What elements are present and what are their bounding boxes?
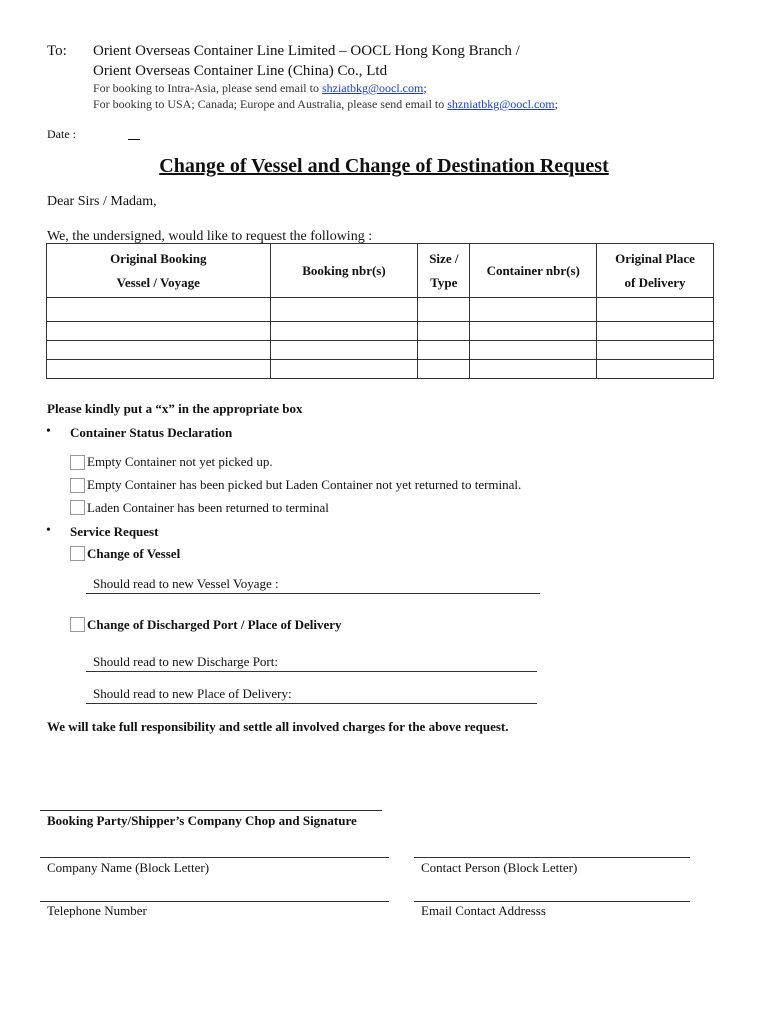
- change-port-checkbox[interactable]: [70, 617, 85, 632]
- table-cell[interactable]: [47, 322, 271, 341]
- date-label: Date :: [47, 127, 76, 141]
- col-original-booking-line1: Original Booking: [110, 250, 207, 266]
- bullet-icon: •: [46, 523, 51, 538]
- salutation: Dear Sirs / Madam,: [47, 194, 157, 209]
- change-vessel-label: Change of Vessel: [87, 546, 181, 561]
- col-original-place-line1: Original Place: [615, 250, 695, 266]
- instructions: Please kindly put a “x” in the appropriate box: [47, 401, 303, 416]
- table-cell[interactable]: [270, 341, 418, 360]
- table-cell[interactable]: [470, 341, 597, 360]
- table-cell[interactable]: [470, 322, 597, 341]
- col-size-type-line2: Type: [430, 274, 458, 290]
- email-line[interactable]: [414, 901, 690, 902]
- empty-not-picked-checkbox[interactable]: [70, 455, 85, 470]
- table-cell[interactable]: [47, 298, 271, 322]
- change-vessel-checkbox[interactable]: [70, 546, 85, 561]
- empty-picked-laden-not-returned-checkbox[interactable]: [70, 478, 85, 493]
- table-cell[interactable]: [418, 360, 470, 379]
- col-booking-nbr: [270, 244, 418, 298]
- usa-europe-email-link[interactable]: shzniatbkg@oocl.com: [447, 97, 555, 111]
- request-table: [46, 243, 714, 379]
- date-field[interactable]: [128, 128, 140, 140]
- table-cell[interactable]: [418, 322, 470, 341]
- table-cell[interactable]: [597, 298, 714, 322]
- col-original-booking: [47, 244, 271, 298]
- service-request-heading: Service Request: [70, 524, 159, 539]
- table-row: [47, 298, 714, 322]
- laden-returned-checkbox[interactable]: [70, 500, 85, 515]
- col-original-booking-line2: Vessel / Voyage: [116, 274, 200, 290]
- intro-text: We, the undersigned, would like to request the following :: [47, 229, 373, 244]
- usa-europe-note-suffix: ;: [554, 97, 558, 111]
- intra-asia-note: [93, 81, 427, 96]
- table-cell[interactable]: [47, 341, 271, 360]
- col-original-place: [597, 244, 714, 298]
- usa-europe-note-text: For booking to USA; Canada; Europe and Australia, please send email to: [93, 97, 448, 111]
- table-cell[interactable]: [418, 341, 470, 360]
- chop-signature-label: Booking Party/Shipper’s Company Chop and Signature: [47, 813, 357, 828]
- laden-returned-label: Laden Container has been returned to terminal: [87, 500, 329, 515]
- intra-asia-email-link[interactable]: shziatbkg@oocl.com: [321, 81, 424, 95]
- email-label: Email Contact Addresss: [421, 903, 546, 918]
- table-cell[interactable]: [270, 298, 418, 322]
- to-label: To:: [47, 43, 67, 59]
- table-cell[interactable]: [597, 360, 714, 379]
- new-discharge-port-field[interactable]: [86, 655, 537, 672]
- container-status-heading: Container Status Declaration: [70, 425, 233, 440]
- change-port-label: Change of Discharged Port / Place of Delivery: [87, 617, 342, 632]
- col-booking-nbr-label: Booking nbr(s): [302, 262, 386, 278]
- page-title: [0, 155, 770, 178]
- usa-europe-note: [93, 97, 558, 112]
- new-vessel-voyage-field[interactable]: [86, 577, 540, 594]
- new-place-of-delivery-field[interactable]: [86, 687, 537, 704]
- table-row: [47, 360, 714, 379]
- new-vessel-voyage-label: Should read to new Vessel Voyage :: [93, 576, 279, 591]
- intra-asia-note-text: For booking to Intra-Asia, please send email to: [93, 81, 322, 95]
- col-original-place-line2: of Delivery: [624, 274, 686, 290]
- addressee-line-2: Orient Overseas Container Line (China) Co., Ltd: [93, 63, 388, 79]
- col-container-nbr: [470, 244, 597, 298]
- page-title-text: Change of Vessel and Change of Destination Request: [159, 155, 609, 177]
- bullet-icon: •: [46, 424, 51, 439]
- table-cell[interactable]: [270, 360, 418, 379]
- telephone-label: Telephone Number: [47, 903, 147, 918]
- table-cell[interactable]: [418, 298, 470, 322]
- addressee-line-1: Orient Overseas Container Line Limited – OOCL Hong Kong Branch /: [93, 43, 520, 59]
- col-size-type-line1: Size /: [429, 250, 459, 266]
- company-name-line[interactable]: [40, 857, 389, 858]
- table-cell[interactable]: [597, 322, 714, 341]
- empty-picked-laden-not-returned-label: Empty Container has been picked but Laden Container not yet returned to terminal.: [87, 477, 522, 492]
- new-discharge-port-label: Should read to new Discharge Port:: [93, 654, 278, 669]
- table-cell[interactable]: [470, 360, 597, 379]
- telephone-line[interactable]: [40, 901, 389, 902]
- chop-signature-line[interactable]: [40, 810, 382, 811]
- table-cell[interactable]: [470, 298, 597, 322]
- new-place-of-delivery-label: Should read to new Place of Delivery:: [93, 686, 292, 701]
- table-cell[interactable]: [597, 341, 714, 360]
- table-header-row: [47, 244, 714, 298]
- contact-person-label: Contact Person (Block Letter): [421, 860, 578, 875]
- table-cell[interactable]: [270, 322, 418, 341]
- company-name-label: Company Name (Block Letter): [47, 860, 210, 875]
- table-row: [47, 341, 714, 360]
- intra-asia-note-suffix: ;: [423, 81, 427, 95]
- responsibility-statement: We will take full responsibility and settle all involved charges for the above request.: [47, 719, 509, 734]
- col-size-type: [418, 244, 470, 298]
- col-container-nbr-label: Container nbr(s): [486, 262, 580, 278]
- table-cell[interactable]: [47, 360, 271, 379]
- empty-not-picked-label: Empty Container not yet picked up.: [87, 454, 273, 469]
- table-row: [47, 322, 714, 341]
- contact-person-line[interactable]: [414, 857, 690, 858]
